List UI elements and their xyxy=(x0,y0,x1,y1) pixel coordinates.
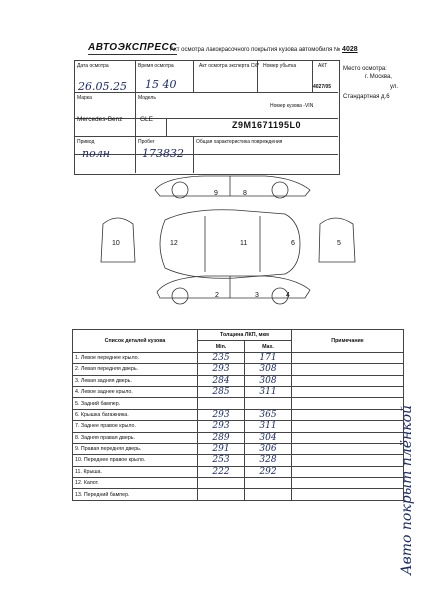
zone-2: 2 xyxy=(215,292,219,299)
table-row xyxy=(73,489,404,500)
drive-value: полн xyxy=(82,147,110,160)
place-line-3: Стандартная д.6 xyxy=(343,94,390,100)
table-row xyxy=(73,443,404,454)
max-value xyxy=(245,398,292,409)
zone-6: 6 xyxy=(291,240,295,247)
thickness-table xyxy=(72,329,404,501)
max-value: 311 xyxy=(245,386,292,397)
note-cell xyxy=(292,432,404,443)
damage-label: Общая характеристика повреждения xyxy=(196,139,283,145)
part-name: 2. Левая передняя дверь. xyxy=(73,364,198,375)
min-value: 293 xyxy=(198,409,245,420)
col-min: Min. xyxy=(198,341,245,352)
time-label: Время осмотра xyxy=(138,63,174,69)
note-cell xyxy=(292,398,404,409)
min-value xyxy=(198,398,245,409)
max-value: 306 xyxy=(245,443,292,454)
table-row xyxy=(73,375,404,386)
date-value: 26.05.25 xyxy=(78,80,127,93)
col-note: Примечание xyxy=(292,330,404,353)
min-value: 253 xyxy=(198,455,245,466)
min-value xyxy=(198,489,245,500)
max-value: 304 xyxy=(245,432,292,443)
act-label: АКТ xyxy=(318,63,328,69)
zone-8: 8 xyxy=(243,190,247,197)
table-row xyxy=(73,421,404,432)
table-row xyxy=(73,455,404,466)
company-logo: АВТОЭКСПРЕСС xyxy=(88,42,177,53)
zone-12: 12 xyxy=(170,240,178,247)
table-row xyxy=(73,398,404,409)
note-cell xyxy=(292,409,404,420)
vin-value: Z9M1671195L0 xyxy=(232,120,302,130)
table-row xyxy=(73,466,404,477)
max-value: 365 xyxy=(245,409,292,420)
min-value: 235 xyxy=(198,352,245,363)
car-diagram xyxy=(95,172,365,312)
part-name: 10. Переднее правое крыло. xyxy=(73,455,198,466)
min-value: 293 xyxy=(198,364,245,375)
zone-3: 3 xyxy=(255,292,259,299)
document-title: Акт осмотра лакокрасочного покрытия кузова автомобиля № 4028 xyxy=(170,46,358,53)
part-name: 5. Задний бампер. xyxy=(73,398,198,409)
col-thickness: Толщина ЛКП, мкм xyxy=(198,330,292,341)
zone-9: 9 xyxy=(214,190,218,197)
note-cell xyxy=(292,489,404,500)
act-value: 4027/05 xyxy=(313,84,332,90)
mileage-value: 173832 xyxy=(142,147,184,160)
col-parts: Список деталей кузова xyxy=(73,330,198,353)
place-line-1: г. Москва, xyxy=(365,74,392,80)
note-cell xyxy=(292,466,404,477)
min-value: 289 xyxy=(198,432,245,443)
drive-label: Привод xyxy=(77,139,95,145)
max-value: 171 xyxy=(245,352,292,363)
note-cell xyxy=(292,455,404,466)
vin-label: Номер кузова -VIN xyxy=(270,103,314,109)
note-cell xyxy=(292,421,404,432)
part-name: 12. Капот. xyxy=(73,478,198,489)
table-row xyxy=(73,364,404,375)
place-label: Место осмотра: xyxy=(343,66,387,72)
place-line-2: ул. xyxy=(390,84,399,90)
brand-label: Марка xyxy=(77,95,92,101)
max-value: 308 xyxy=(245,364,292,375)
part-name: 1. Левое переднее крыло. xyxy=(73,352,198,363)
part-name: 13. Передний бампер. xyxy=(73,489,198,500)
part-name: 11. Крыша. xyxy=(73,466,198,477)
zone-11: 11 xyxy=(240,240,248,247)
part-name: 7. Заднее правое крыло. xyxy=(73,421,198,432)
max-value: 308 xyxy=(245,375,292,386)
note-cell xyxy=(292,375,404,386)
agent-label: Акт осмотра эксперта СК* xyxy=(199,63,260,69)
col-max: Max. xyxy=(245,341,292,352)
zone-4: 4 xyxy=(286,292,290,299)
note-cell xyxy=(292,386,404,397)
min-value: 222 xyxy=(198,466,245,477)
max-value: 328 xyxy=(245,455,292,466)
mileage-label: Пробег xyxy=(138,139,155,145)
note-cell xyxy=(292,478,404,489)
min-value: 284 xyxy=(198,375,245,386)
min-value: 285 xyxy=(198,386,245,397)
table-row xyxy=(73,409,404,420)
min-value: 291 xyxy=(198,443,245,454)
table-row xyxy=(73,478,404,489)
part-name: 9. Правая передняя дверь. xyxy=(73,443,198,454)
brand-value: Mercedes-Benz xyxy=(77,116,123,123)
note-cell xyxy=(292,364,404,375)
date-label: Дата осмотра xyxy=(77,63,109,69)
max-value: 311 xyxy=(245,421,292,432)
max-value xyxy=(245,489,292,500)
part-name: 6. Крышка багажника. xyxy=(73,409,198,420)
model-value: GLE xyxy=(140,116,154,123)
part-name: 4. Левое заднее крыло. xyxy=(73,386,198,397)
table-row xyxy=(73,352,404,363)
time-value: 15 40 xyxy=(145,78,177,91)
zone-10: 10 xyxy=(112,240,120,247)
table-row xyxy=(73,386,404,397)
min-value xyxy=(198,478,245,489)
min-value: 293 xyxy=(198,421,245,432)
model-label: Модель xyxy=(138,95,156,101)
part-name: 8. Задняя правая дверь. xyxy=(73,432,198,443)
side-note: Авто покрыт плёнкой xyxy=(399,404,415,575)
table-row xyxy=(73,432,404,443)
max-value: 292 xyxy=(245,466,292,477)
max-value xyxy=(245,478,292,489)
note-cell xyxy=(292,352,404,363)
loss-label: Номер убытка xyxy=(263,63,297,69)
zone-5: 5 xyxy=(337,240,341,247)
note-cell xyxy=(292,443,404,454)
part-name: 3. Левая задняя дверь. xyxy=(73,375,198,386)
